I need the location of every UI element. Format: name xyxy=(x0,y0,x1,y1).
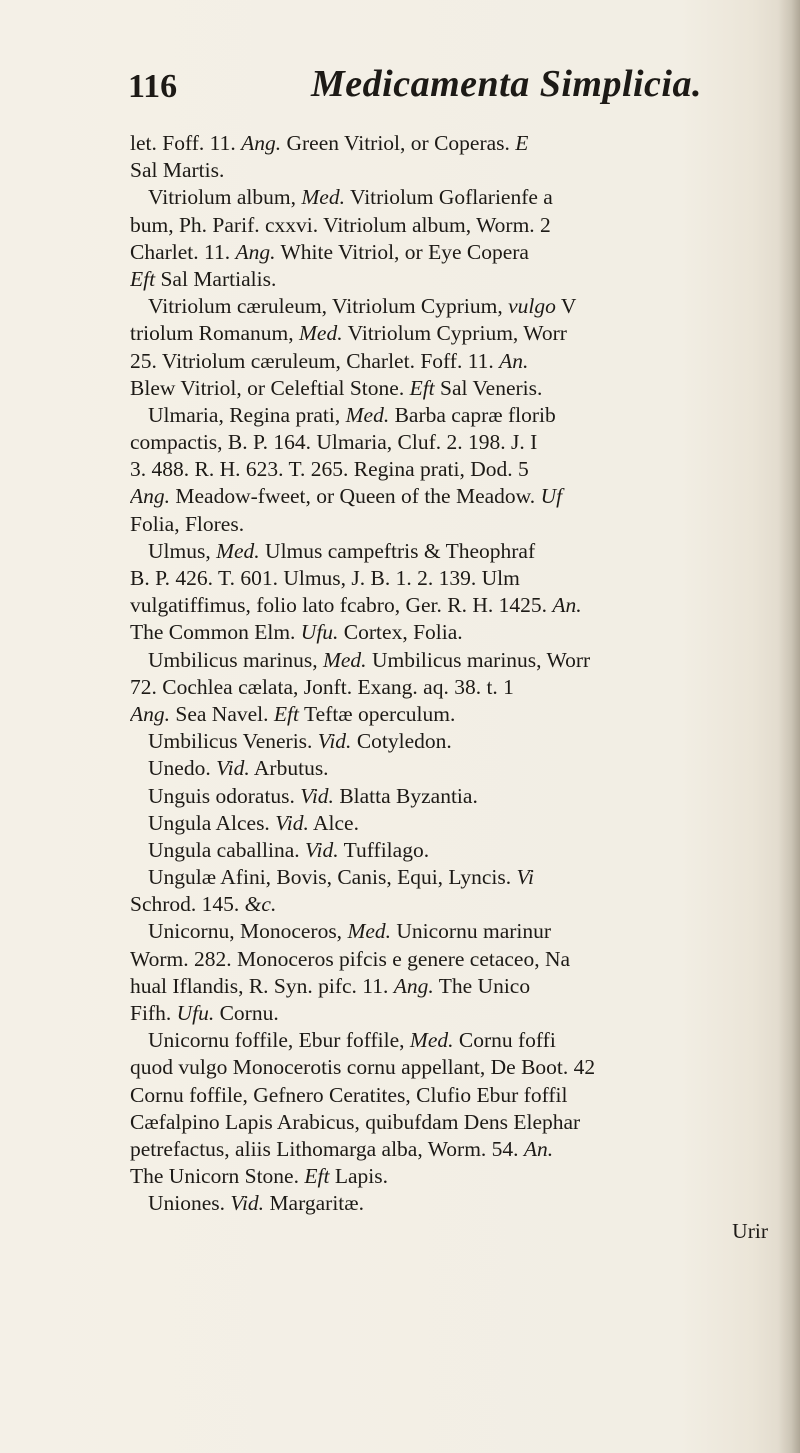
text-segment: Ang. xyxy=(130,484,171,509)
text-segment: Cornu. xyxy=(214,1001,279,1025)
text-line xyxy=(130,864,780,891)
text-segment: V xyxy=(555,294,577,319)
text-segment: Med. xyxy=(409,1028,454,1053)
text-segment: bum, Ph. Parif. cxxvi. Vitriolum album, Worm. 2 xyxy=(130,212,551,237)
text-segment: Schrod. 145. xyxy=(130,892,245,917)
page-gutter-shadow xyxy=(778,0,800,1453)
text-segment: Blew Vitriol, or Celeftial Stone. xyxy=(130,375,410,400)
text-segment: vulgatiffimus, folio lato fcabro, Ger. R. H. 1425. xyxy=(130,593,553,618)
text-segment: Ungulæ Afini, Bovis, Canis, Equi, Lyncis. xyxy=(148,865,517,890)
text-segment: The Unico xyxy=(433,973,531,998)
text-segment: Arbutus. xyxy=(249,756,329,781)
text-line xyxy=(130,293,780,320)
text-line xyxy=(130,810,780,837)
text-segment: let. Foff. 11. xyxy=(130,131,242,155)
text-segment: Ufu. xyxy=(300,620,339,645)
text-line xyxy=(130,973,780,1000)
text-segment: Teftæ operculum. xyxy=(299,701,456,726)
text-line xyxy=(130,130,780,157)
text-line xyxy=(130,1218,780,1245)
text-segment: Vid. xyxy=(300,783,334,808)
text-segment: Umbilicus Veneris. xyxy=(148,729,318,754)
text-segment: &c. xyxy=(244,892,277,917)
text-segment: Eft xyxy=(130,266,156,291)
text-segment: Green Vitriol, or Coperas. xyxy=(281,131,516,155)
text-segment: Margaritæ. xyxy=(264,1191,364,1216)
text-segment: Urir xyxy=(732,1218,768,1243)
text-line xyxy=(130,157,780,184)
text-line xyxy=(130,674,780,701)
text-segment: Sal Martis. xyxy=(130,158,225,183)
text-segment: The Common Elm. xyxy=(130,620,301,645)
text-line xyxy=(130,184,780,211)
text-line xyxy=(130,728,780,755)
text-line xyxy=(130,212,780,239)
text-segment: An. xyxy=(552,593,582,618)
text-line xyxy=(130,348,780,375)
text-segment: Ulmus campeftris & Theophraf xyxy=(259,538,536,563)
text-line xyxy=(130,592,780,619)
text-segment: White Vitriol, or Eye Copera xyxy=(275,239,529,264)
text-segment: Barba capræ florib xyxy=(389,402,556,427)
text-line xyxy=(130,1082,780,1109)
text-segment: triolum Romanum, xyxy=(130,321,300,346)
text-segment: Vi xyxy=(516,865,535,890)
text-segment: Vid. xyxy=(305,837,339,862)
text-segment: Uf xyxy=(540,484,563,509)
text-segment: Ulmus, xyxy=(148,538,217,563)
text-line xyxy=(130,755,780,782)
text-line xyxy=(130,1109,780,1136)
text-segment: B. P. 426. T. 601. Ulmus, J. B. 1. 2. 139. Ulm xyxy=(130,566,520,590)
text-segment: Med. xyxy=(347,919,392,944)
text-segment: An. xyxy=(523,1136,554,1161)
text-segment: hual Iflandis, R. Syn. pifc. 11. xyxy=(130,973,394,998)
text-segment: Sea Navel. xyxy=(170,701,274,726)
text-segment: Vid. xyxy=(230,1191,265,1216)
text-segment: Cortex, Folia. xyxy=(338,620,463,645)
text-segment: 25. Vitriolum cæruleum, Charlet. Foff. 11. xyxy=(130,348,500,373)
text-segment: Vid. xyxy=(275,810,309,835)
text-line xyxy=(130,946,780,973)
text-segment: Lapis. xyxy=(329,1164,388,1189)
text-line xyxy=(130,701,780,728)
text-line xyxy=(130,837,780,864)
text-segment: Vid. xyxy=(317,729,352,754)
text-segment: Sal Martialis. xyxy=(155,266,277,291)
text-line xyxy=(130,402,780,429)
text-segment: Unedo. xyxy=(148,756,217,781)
text-segment: Charlet. 11. xyxy=(130,239,236,264)
text-segment: quod vulgo Monocerotis cornu appellant, De Boot. 42 xyxy=(130,1055,596,1080)
text-line xyxy=(130,239,780,266)
text-line xyxy=(130,320,780,347)
text-segment: Blatta Byzantia. xyxy=(333,783,478,808)
text-line xyxy=(130,429,780,456)
text-segment: Vitriolum album, xyxy=(148,185,302,210)
text-segment: Cotyledon. xyxy=(351,729,452,754)
text-line xyxy=(130,1054,780,1081)
text-segment: Alce. xyxy=(308,810,359,835)
text-segment: Unicornu marinur xyxy=(391,919,552,944)
text-segment: Eft xyxy=(304,1164,330,1189)
text-segment: Med. xyxy=(322,647,367,672)
text-segment: Med. xyxy=(216,538,260,563)
text-segment: E xyxy=(515,131,529,155)
text-segment: 72. Cochlea cælata, Jonft. Exang. aq. 38. t. 1 xyxy=(130,674,514,699)
text-segment: Eft xyxy=(409,375,435,400)
text-segment: Fifh. xyxy=(130,1001,177,1025)
text-segment: Uniones. xyxy=(148,1191,231,1216)
text-line xyxy=(130,538,780,565)
text-segment: Vitriolum Goflarienfe a xyxy=(344,185,553,210)
text-segment: Unguis odoratus. xyxy=(148,783,301,808)
text-line xyxy=(130,511,780,538)
text-segment: Ufu. xyxy=(176,1001,215,1025)
text-segment: Worm. 282. Monoceros pifcis e genere cetaceo, Na xyxy=(130,946,571,971)
text-line xyxy=(130,918,780,945)
text-line xyxy=(130,1027,780,1054)
text-line xyxy=(130,1163,780,1190)
text-segment: Cornu foffile, Gefnero Ceratites, Clufio Ebur foffil xyxy=(130,1082,568,1107)
text-line xyxy=(130,565,780,592)
body-text xyxy=(130,130,780,1245)
text-segment: Med. xyxy=(301,185,345,210)
text-segment: Med. xyxy=(299,321,343,346)
text-segment: Unicornu, Monoceros, xyxy=(148,919,348,944)
text-segment: Meadow-fweet, or Queen of the Meadow. xyxy=(170,484,541,509)
text-line xyxy=(130,1190,780,1217)
text-segment: Eft xyxy=(273,701,299,726)
text-line xyxy=(130,619,780,646)
text-segment: Ungula caballina. xyxy=(148,837,306,862)
text-segment: 3. 488. R. H. 623. T. 265. Regina prati, Dod. 5 xyxy=(130,457,529,482)
text-segment: Ang. xyxy=(235,239,276,264)
text-segment: compactis, B. P. 164. Ulmaria, Cluf. 2. 198. J. I xyxy=(130,430,538,455)
text-segment: Tuffilago. xyxy=(338,837,430,862)
text-line xyxy=(130,783,780,810)
text-segment: The Unicorn Stone. xyxy=(130,1164,305,1189)
text-segment: Unicornu foffile, Ebur foffile, xyxy=(148,1028,410,1053)
text-line xyxy=(130,483,780,510)
text-segment: Ungula Alces. xyxy=(148,810,276,835)
text-line xyxy=(130,647,780,674)
text-segment: Ang. xyxy=(393,973,434,998)
running-head: Medicamenta Simplicia. xyxy=(311,63,702,105)
text-line xyxy=(130,375,780,402)
text-segment: Ang. xyxy=(130,701,171,726)
text-segment: Vitriolum Cyprium, Worr xyxy=(342,321,567,346)
text-segment: Vitriolum cæruleum, Vitriolum Cyprium, xyxy=(148,294,509,319)
text-segment: Folia, Flores. xyxy=(130,511,245,536)
text-segment: vulgo xyxy=(508,294,556,319)
page-number: 116 xyxy=(128,68,178,105)
text-line xyxy=(130,891,780,918)
text-segment: Cæfalpino Lapis Arabicus, quibufdam Dens Elephar xyxy=(130,1109,581,1134)
text-line xyxy=(130,1000,780,1027)
text-segment: Ulmaria, Regina prati, xyxy=(148,402,346,427)
text-segment: Umbilicus marinus, Worr xyxy=(366,647,591,672)
text-segment: An. xyxy=(499,348,529,373)
page-header xyxy=(128,62,768,122)
text-segment: Umbilicus marinus, xyxy=(148,647,323,672)
text-segment: petrefactus, aliis Lithomarga alba, Worm. 54. xyxy=(130,1136,524,1161)
text-line xyxy=(130,456,780,483)
text-line xyxy=(130,266,780,293)
text-segment: Cornu foffi xyxy=(453,1028,556,1053)
text-segment: Ang. xyxy=(241,131,282,155)
text-segment: Sal Veneris. xyxy=(434,375,543,400)
text-segment: Vid. xyxy=(216,756,250,781)
text-segment: Med. xyxy=(345,402,390,427)
text-line xyxy=(130,1136,780,1163)
